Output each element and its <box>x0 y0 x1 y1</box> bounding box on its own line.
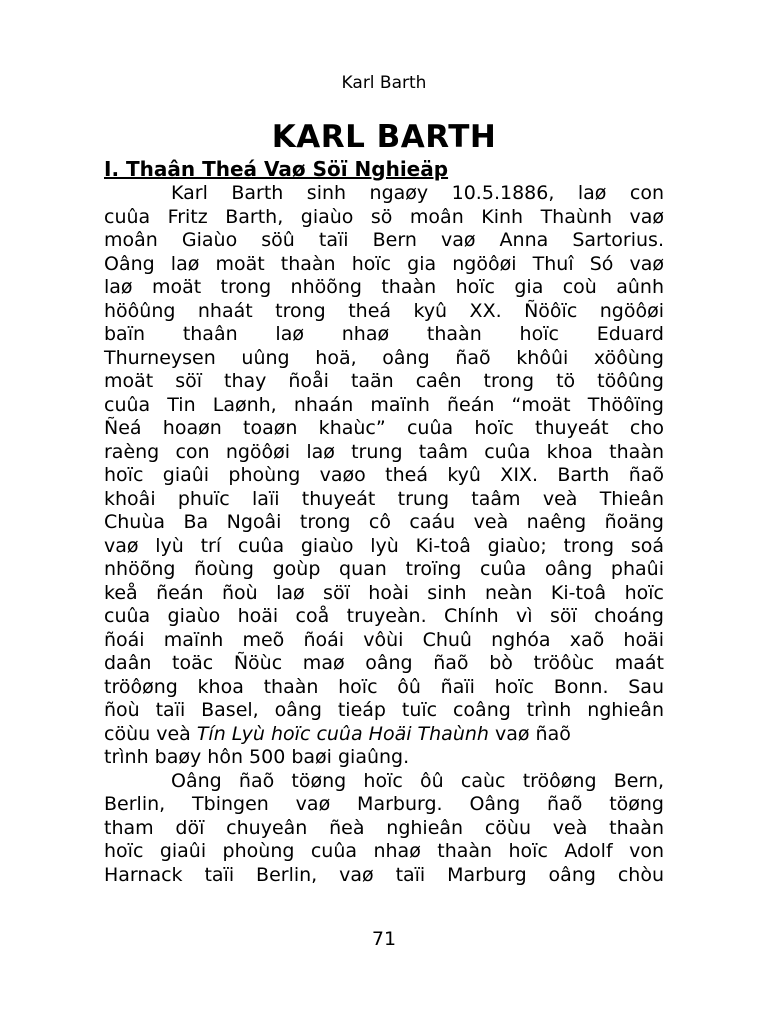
text-line: cuûa Tin Laønh, nhaán maïnh ñeán “moät Thöôïng <box>104 393 664 416</box>
text-line: hoïc giaûi phoùng vaøo theá kyû XIX. Barth ñaõ <box>104 464 664 486</box>
text-line: moân Giaùo söû taïi Bern vaø Anna Sartorius. <box>104 229 664 251</box>
text-line: Ñeá hoaøn toaøn khaùc” cuûa hoïc thuyeát cho <box>104 417 664 439</box>
book-title: Tín Lyù hoïc cuûa Hoäi Thaùnh <box>196 722 489 745</box>
text-line: khoâi phuïc laïi thuyeát trung taâm veà Thieân <box>104 487 664 510</box>
text-line: Chuùa Ba Ngoâi trong cô caáu veà naêng ñoäng <box>104 511 664 533</box>
text-line: vaø lyù trí cuûa giaùo lyù Ki-toâ giaùo; trong soá <box>104 534 664 557</box>
running-header: Karl Barth <box>341 73 427 93</box>
text-line: trình baøy hôn 500 baøi giaûng. <box>104 746 410 768</box>
text-line: ñoái maïnh meõ ñoái vôùi Chuû nghóa xaõ hoäi <box>104 628 664 651</box>
paragraph-2 <box>104 770 664 888</box>
text-line: Thurneysen uûng hoä, oâng ñaõ khôûi xöôùng <box>104 346 664 369</box>
text-line: nhöõng ñoùng goùp quan troïng cuûa oâng phaûi <box>104 558 664 580</box>
text-run: vaø ñaõ <box>488 722 571 745</box>
text-run: cöùu veà <box>104 722 197 745</box>
text-line: cuûa giaùo hoäi coå truyeàn. Chính vì söï choáng <box>104 605 664 627</box>
text-line: daân toäc Ñöùc maø oâng ñaõ bò tröôùc maát <box>104 652 664 674</box>
text-line: tröôøng khoa thaàn hoïc ôû ñaïi hoïc Bonn. Sau <box>104 675 664 698</box>
text-line: laø moät trong nhöõng thaàn hoïc gia coù aûnh <box>104 276 664 298</box>
text-line: keå ñeán ñoù laø söï hoài sinh neàn Ki-toâ hoïc <box>104 581 664 604</box>
page-number: 71 <box>371 928 397 950</box>
text-line: ñoù taïi Basel, oâng tieáp tuïc coâng trình nghieân <box>104 699 664 721</box>
text-line: cuûa Fritz Barth, giaùo sö moân Kinh Thaùnh vaø <box>104 205 664 228</box>
text-line: hoïc giaûi phoùng cuûa nhaø thaàn hoïc Adolf von <box>104 840 664 862</box>
text-line: moät söï thay ñoåi taän caên trong tö töôûng <box>104 370 664 392</box>
text-line: tham döï chuyeân ñeà nghieân cöùu veà thaàn <box>104 816 664 839</box>
text-line: Harnack taïi Berlin, vaø taïi Marburg oâng chòu <box>104 863 664 886</box>
text-line: höôûng nhaát trong theá kyû XX. Ñöôïc ngöôøi <box>104 299 664 322</box>
text-line <box>104 723 664 747</box>
text-line: Oâng ñaõ töøng hoïc ôû caùc tröôøng Bern, <box>171 769 664 792</box>
text-line: Oâng laø moät thaàn hoïc gia ngöôøi Thuî Só vaø <box>104 252 664 275</box>
text-line: Karl Barth sinh ngaøy 10.5.1886, laø con <box>171 182 664 204</box>
section-heading: I. Thaân Theá Vaø Söï Nghieäp <box>104 157 449 181</box>
text-line: baïn thaân laø nhaø thaàn hoïc Eduard <box>104 323 664 345</box>
text-line: Berlin, Tbingen vaø Marburg. Oâng ñaõ töøng <box>104 793 664 815</box>
chapter-title: KARL BARTH <box>271 119 497 155</box>
body-text <box>104 182 664 887</box>
paragraph-1 <box>104 182 664 770</box>
text-line: raèng con ngöôøi laø trung taâm cuûa khoa thaàn <box>104 440 664 463</box>
